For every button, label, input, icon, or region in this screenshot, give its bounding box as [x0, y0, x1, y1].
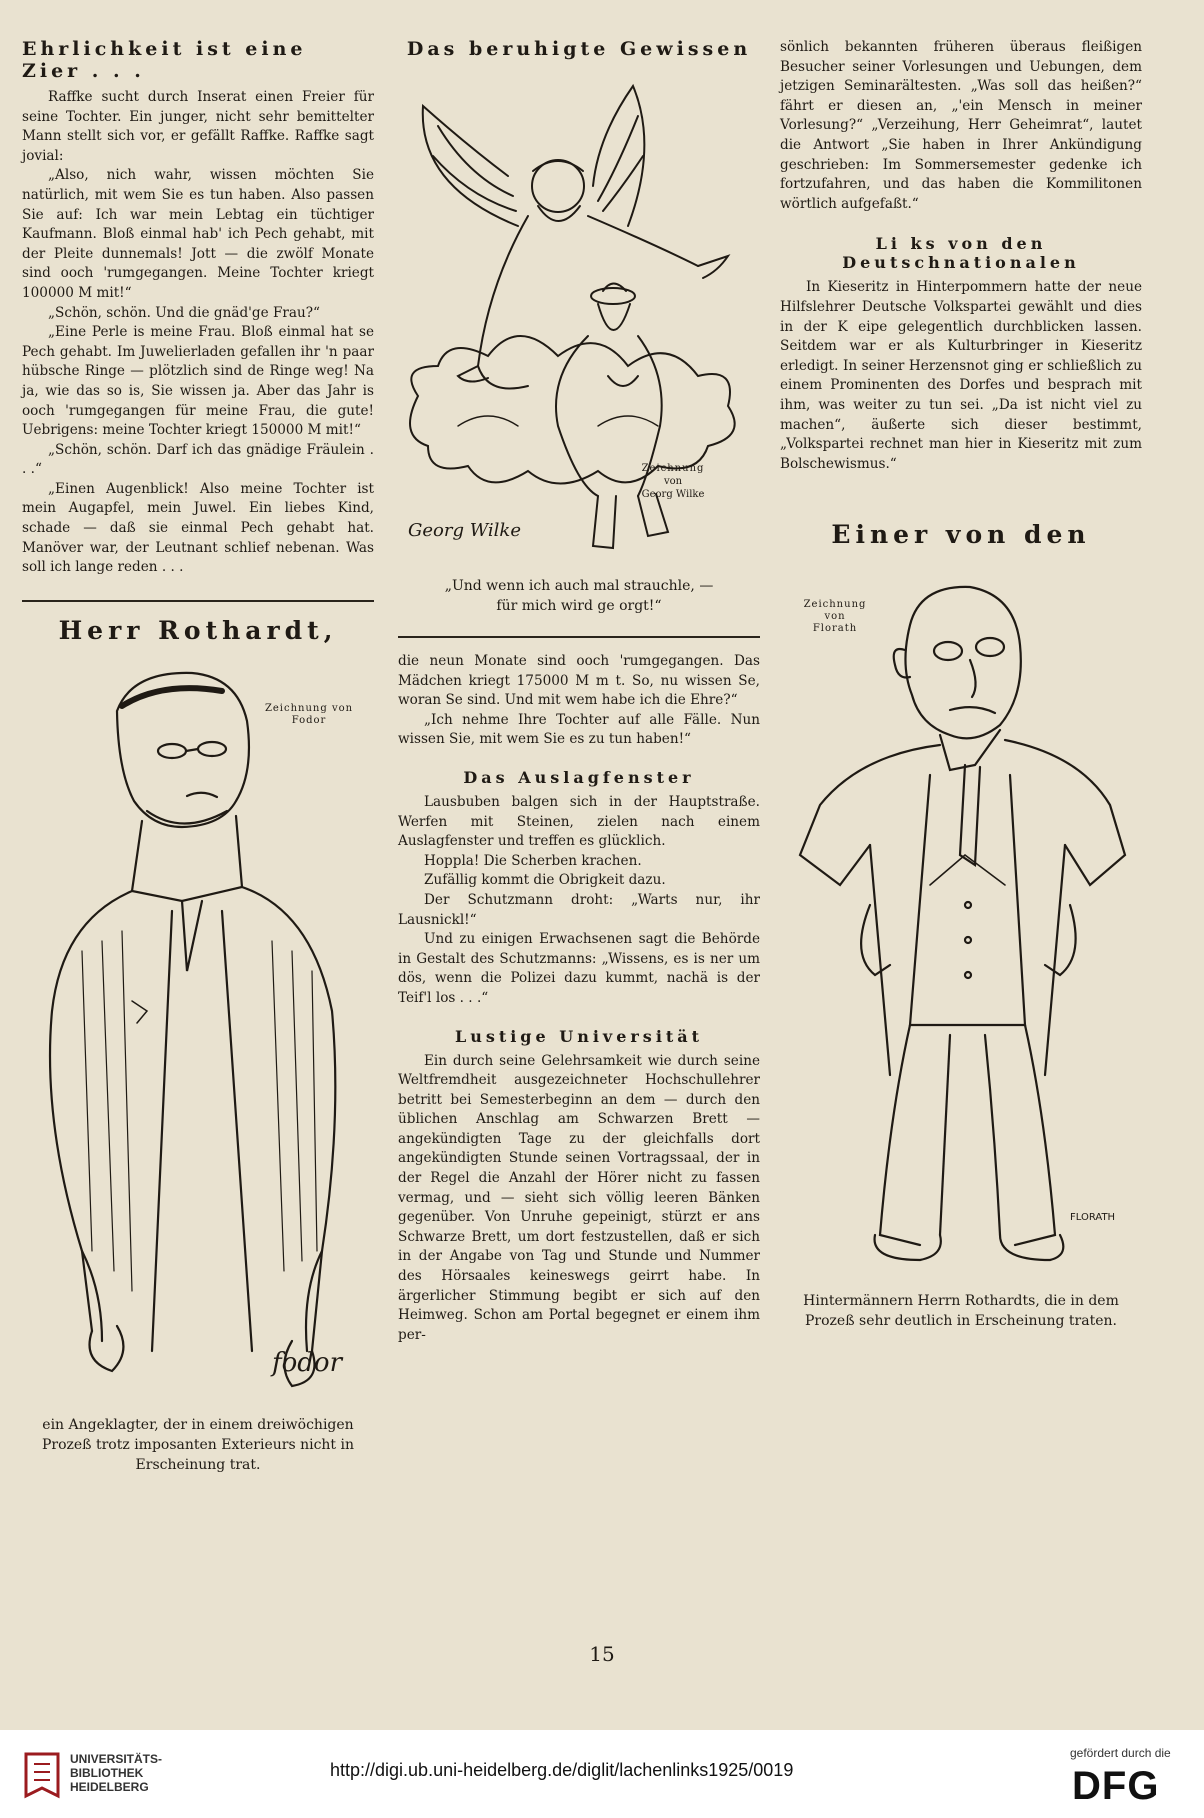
story-paragraph: „Schön, schön. Und die gnäd'ge Frau?“ [48, 304, 320, 321]
angel-and-man-drawing [398, 66, 760, 566]
digitization-footer [0, 1730, 1204, 1818]
illustration-credit: Florath [812, 623, 858, 635]
sponsor-text: gefördert durch die [1070, 1746, 1171, 1760]
illustration-credit: Zeichnung [641, 463, 705, 474]
caricature-rothardt-drawing [22, 651, 374, 1411]
illustration-gewissen [398, 66, 760, 566]
artist-signature: Georg Wilke [408, 520, 521, 541]
story-paragraph: Lausbuben balgen sich in der Hauptstraße. Werfen mit Steinen, zielen nach einem Auslagfenster und treffen es glücklich. [398, 793, 760, 850]
story-paragraph: „Also, nich wahr, wissen möchten Sie natürlich, mit wem Sie es tun haben. Also passen Sie auf: Ich war mein Lebtag ein tüchtiger Kaufmann. Bloß einmal hab' ich Pech gehabt, mit der Pleite dunnemals! Jott — die zwölf Monate sind ooch 'rumgegangen. Meine Tochter kriegt 100000 M mit!“ [22, 167, 374, 301]
illustration-caption: Hintermännern Herrn Rothardts, die in dem Prozeß sehr deutlich in Erscheinung traten. [803, 1293, 1119, 1330]
story-paragraph: Raffke sucht durch Inserat einen Freier für seine Tochter. Ein junger, nicht sehr bemittelter Mann stellt sich vor, er gefällt Raffke. Raffke sagt jovial: [22, 89, 374, 164]
section-divider [22, 600, 374, 602]
illustration-caption: „Und wenn ich auch mal strauchle, — [444, 578, 714, 594]
story-paragraph: Der Schutzmann droht: „Warts nur, ihr Lausnickl!“ [398, 891, 760, 928]
story-paragraph: „Ich nehme Ihre Tochter auf alle Fälle. Nun wissen Sie, mit wem Sie es zu tun haben!“ [398, 711, 760, 748]
story-paragraph: In Kieseritz in Hinterpommern hatte der neue Hilfslehrer Deutsche Volkspartei gewählt und dies in der K eipe gelegentlich durchblicken lassen. Seitdem war er als Kulturbringer in Kieseritz erledigt. In seiner Herzensnot ging er schließlich zu einem Prominenten des Dorfes und besprach mit ihm, was weiter zu tun sei. „Da ist nicht viel zu machen“, äußerte sich dieser bestimmt, „Volkspartei rechnet man hier in Kieseritz mit zum Bolschewismus.“ [780, 279, 1142, 472]
story-title-ehrlichkeit: Ehrlichkeit ist eine Zier . . . [22, 38, 307, 82]
artist-signature: FLORATH [1070, 1212, 1116, 1224]
digital-library-link[interactable]: http://digi.ub.uni-heidelberg.de/diglit/lachenlinks1925/0019 [330, 1760, 794, 1780]
section-divider [398, 636, 760, 638]
illustration-credit: Fodor [291, 714, 327, 726]
story-paragraph: sönlich bekannten früheren überaus fleißigen Besucher seiner Vorlesungen und Uebungen, dem jetzigen Seminarältesten. „Was soll das heißen?“ fährt er diesen an, „'ein Mensch in meiner Vorlesung?“ „Verzeihung, Herr Geheimrat“, lautet die Antwort „Sie haben in Ihrer Ankündigung geschrieben: Im Sommersemester gedenke ich fortzufahren, und das haben die Kommilitonen wörtlich aufgefaßt.“ [780, 39, 1142, 212]
story-title-einer-von-den: Einer von den [831, 520, 1091, 550]
page-number: 15 [589, 1642, 615, 1666]
illustration-credit: von [663, 476, 683, 487]
illustration-credit: von [824, 611, 846, 623]
story-title-rothardt: Herr Rothardt, [58, 615, 338, 645]
story-title-gewissen: Das beruhigte Gewissen [406, 38, 752, 60]
right-column [780, 38, 1142, 1331]
story-paragraph: Zufällig kommt die Obrigkeit dazu. [424, 872, 666, 889]
artist-signature: fodor [272, 1347, 343, 1378]
dfg-logo: DFG [1072, 1764, 1160, 1808]
illustration-credit: Zeichnung [803, 599, 867, 611]
university-library-name: UNIVERSITÄTS- BIBLIOTHEK HEIDELBERG [70, 1752, 163, 1794]
illustration-credit: Georg Wilke [641, 489, 705, 500]
caricature-hintermann-drawing [780, 555, 1142, 1285]
story-paragraph: Und zu einigen Erwachsenen sagt die Behörde in Gestalt des Schutzmanns: „Wissens, es is ner um dös, wenn die Polizei dazu kummt, nachä is der Teif'l los . . .“ [398, 931, 760, 1006]
left-column [22, 38, 374, 1475]
illustration-einer-von-den [780, 555, 1142, 1285]
story-paragraph: die neun Monate sind ooch 'rumgegangen. Das Mädchen kriegt 175000 M m t. So, nu wissen Se, woran Se sind. Und mit wem habe ich die Ehre?“ [398, 653, 760, 709]
story-title-auslagfenster: Das Auslagfenster [463, 767, 695, 787]
story-paragraph: „Einen Augenblick! Also meine Tochter ist mein Augapfel, mein Juwel. Ein liebes Kind, schade — daß sie einmal Pech gehabt hat. Manöver war, der Leutnant schlief nebenan. Was soll ich lange reden . . . [22, 480, 374, 576]
story-paragraph: Ein durch seine Gelehrsamkeit wie durch seine Weltfremdheit ausgezeichneter Hochschullehrer betritt bei Semesterbeginn an dem — durch den üblichen Anschlag am Schwarzen Brett — angekündigten Tage zu der gleichfalls dort angekündigten Stunde seinen Vortragssaal, der in der Regel die Anzahl der Hörer nicht zu fassen vermag, und — sieht sich völlig leeren Bänken gegenüber. Von Unruhe gepeinigt, stürzt er ans Schwarze Brett, um dort festzustellen, daß er sich in der Angabe von Tag und Stunde und Nummer des Hörsaales keineswegs geirrt habe. In ärgerlicher Stimmung begibt er sich auf den Heimweg. Schon am Portal begegnet er einem ihm per- [398, 1052, 760, 1343]
story-title-deutschnationale: Li ks von den Deutschnationalen [842, 234, 1080, 273]
middle-column [398, 38, 760, 1345]
university-library-logo-icon [22, 1750, 62, 1800]
illustration-credit: Zeichnung von [264, 702, 354, 714]
illustration-caption: ein Angeklagter, der in einem dreiwöchigen Prozeß trotz imposanten Exterieurs nicht in Erscheinung trat. [41, 1416, 355, 1473]
illustration-rothardt [22, 651, 374, 1411]
story-paragraph: „Eine Perle is meine Frau. Bloß einmal hat se Pech gehabt. Im Juwelierladen gefallen ihr 'n paar hübsche Ringe — plötzlich sind de Ringe weg! Na ja, wie das so is, Sie wissen ja. Aber das Jahr is ooch 'rumgegangen für meine Frau, die gute! Uebrigens: meine Tochter kriegt 150000 M mit!“ [22, 324, 374, 439]
illustration-caption: für mich wird ge orgt!“ [496, 598, 662, 614]
story-paragraph: „Schön, schön. Darf ich das gnädige Fräulein . . .“ [22, 441, 374, 478]
story-paragraph: Hoppla! Die Scherben krachen. [424, 852, 642, 869]
story-title-universitaet: Lustige Universität [454, 1026, 704, 1046]
